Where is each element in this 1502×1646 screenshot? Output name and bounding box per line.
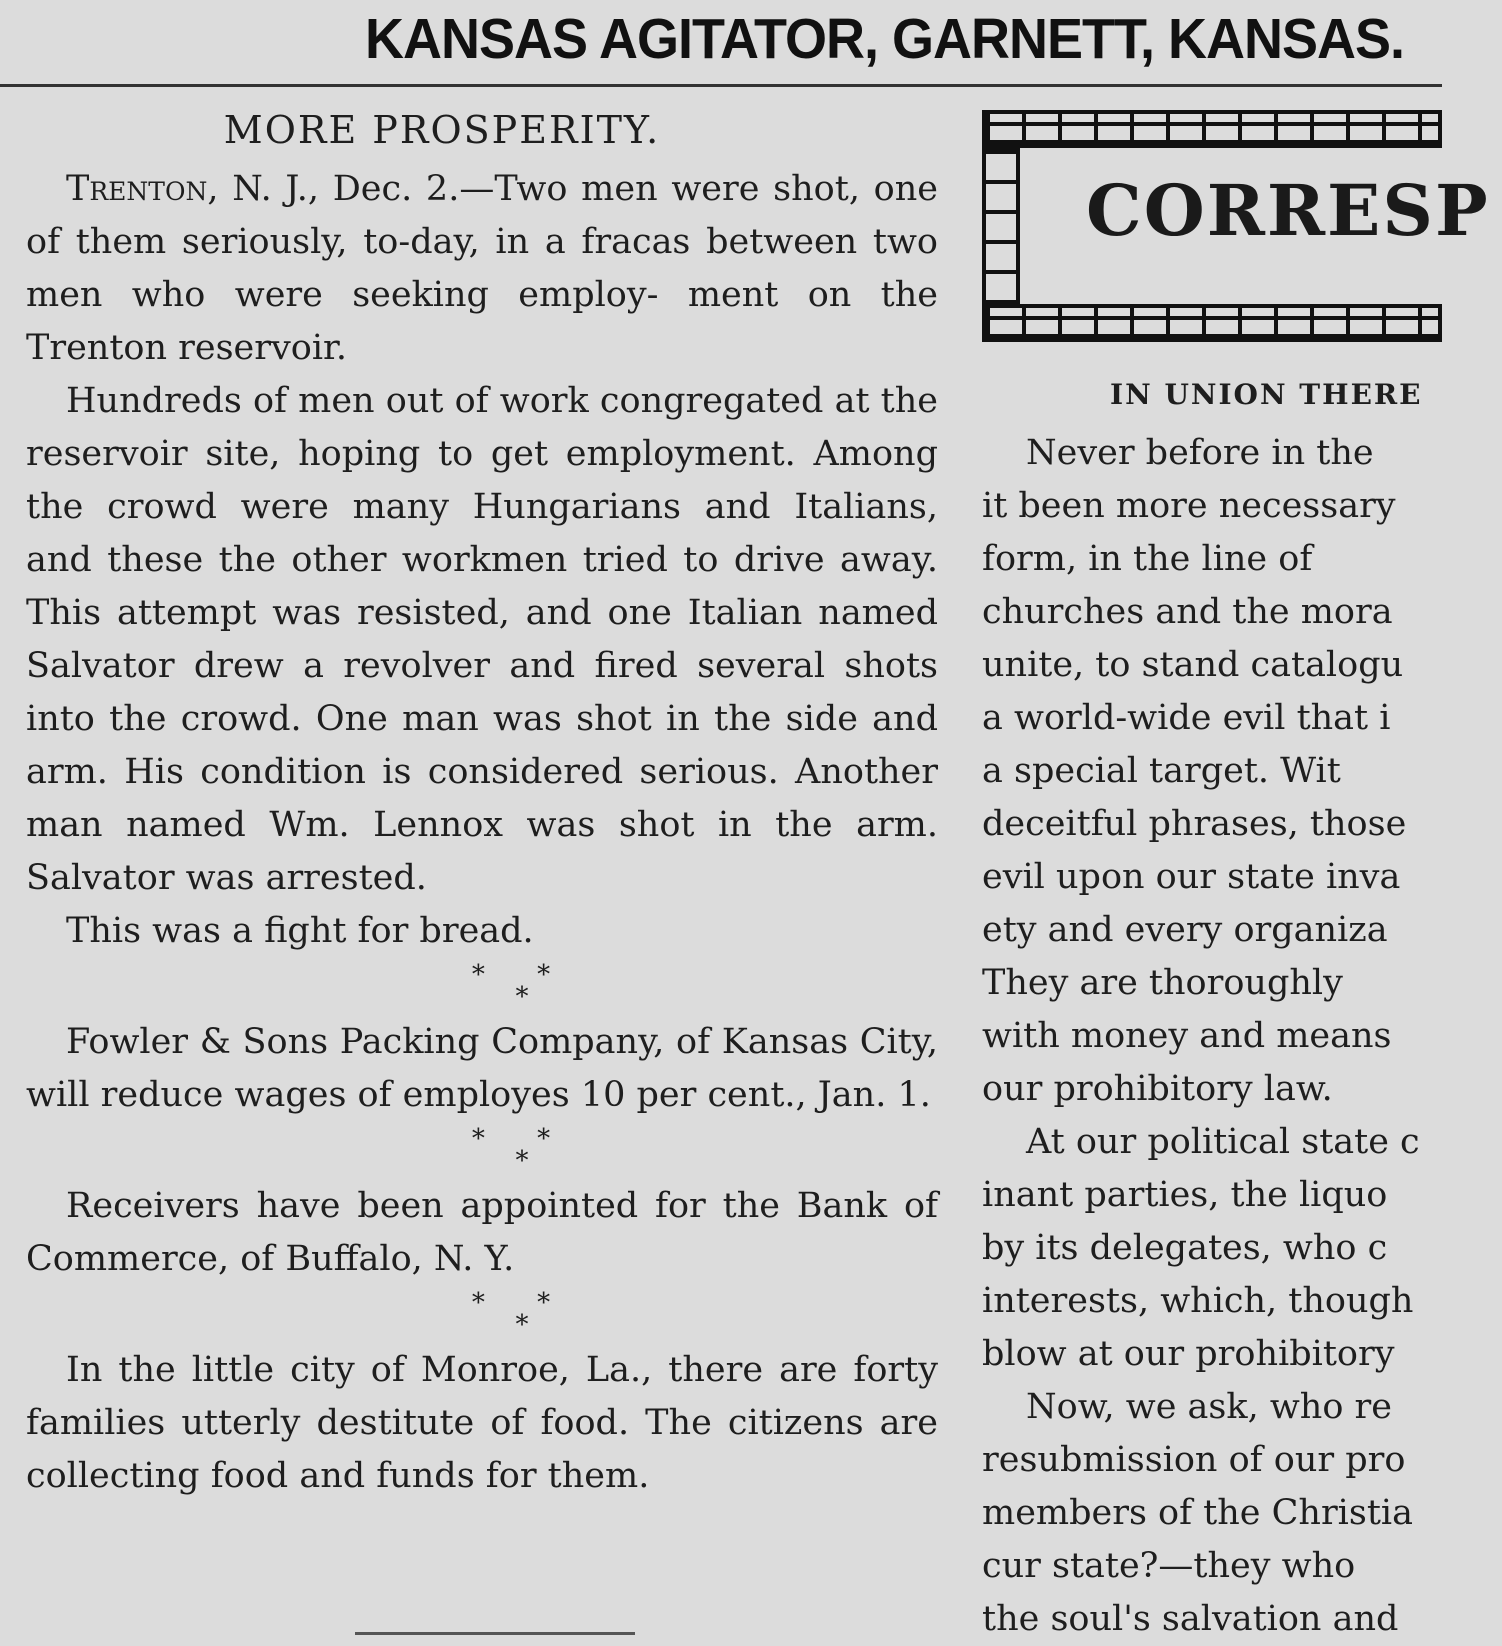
text-line: our prohibitory law. xyxy=(982,1069,1333,1109)
text-line: They are thoroughly xyxy=(982,963,1343,1003)
text-line: form, in the line of xyxy=(982,539,1313,579)
article-paragraph: Hundreds of men out of work congregated at the reservoir site, hoping to get employment. Among the crowd were many Hungarians and Italians, and these the other workmen tried to drive away. This attempt was resisted, and one Italian named Salvator drew a revolver and fired several shots into the crowd. One man was shot in the side and arm. His condition is considered serious. Another man named Wm. Lennox was shot in the arm. Salvator was arrested. xyxy=(26,381,938,898)
text-line: At our political state c xyxy=(1026,1122,1420,1162)
text-line: evil upon our state inva xyxy=(982,857,1401,897)
text-line: inant parties, the liquo xyxy=(982,1175,1388,1215)
right-column xyxy=(982,104,1502,1646)
dateline: Trenton xyxy=(66,169,208,209)
right-column-text xyxy=(982,427,1502,1646)
text-line: interests, which, though xyxy=(982,1281,1414,1321)
article-paragraph: In the little city of Monroe, La., there are forty families utterly destitute of food. The citizens are collecting food and funds for them. xyxy=(26,1350,938,1496)
paragraph-text: , N. J., Dec. 2.—Two men were shot, one of them seriously, to-day, in a fracas between two men who were seeking employ- ment on the Trenton reservoir. xyxy=(26,169,938,368)
text-line: cur state?—they who xyxy=(982,1546,1356,1586)
greek-key-border-top xyxy=(982,110,1442,148)
text-line: it been more necessary xyxy=(982,486,1396,526)
text-line: ety and every organiza xyxy=(982,910,1388,950)
asterism-divider: * * * xyxy=(471,960,573,1012)
greek-key-border-bottom xyxy=(982,304,1442,342)
left-column xyxy=(26,104,938,1503)
asterism-divider: * * * xyxy=(471,1124,573,1176)
column-end-rule xyxy=(355,1632,635,1635)
text-line: the soul's salvation and xyxy=(982,1599,1399,1639)
text-line: churches and the mora xyxy=(982,592,1393,632)
text-line: a special target. Wit xyxy=(982,751,1341,791)
article-paragraph: This was a fight for bread. xyxy=(66,911,534,951)
article-paragraph: Fowler & Sons Packing Company, of Kansas City, will reduce wages of employes 10 per cent., Jan. 1. xyxy=(26,1022,938,1115)
text-line: Never before in the xyxy=(1026,433,1374,473)
text-line: deceitful phrases, those xyxy=(982,804,1407,844)
subheading: IN UNION THERE xyxy=(1110,378,1423,411)
text-line: blow at our prohibitory xyxy=(982,1334,1395,1374)
text-line: Now, we ask, who re xyxy=(1026,1387,1392,1427)
text-line: resubmission of our pro xyxy=(982,1440,1406,1480)
headline: MORE PROSPERITY. xyxy=(223,108,661,152)
article-paragraph xyxy=(26,163,938,375)
text-line: a world-wide evil that i xyxy=(982,698,1391,738)
article-paragraph: Receivers have been appointed for the Bank of Commerce, of Buffalo, N. Y. xyxy=(26,1186,938,1279)
asterism-divider: * * * xyxy=(471,1288,573,1340)
ornamental-banner xyxy=(982,104,1502,354)
masthead-rule xyxy=(0,84,1442,87)
text-line: unite, to stand catalogu xyxy=(982,645,1404,685)
masthead: KANSAS AGITATOR, GARNETT, KANSAS. xyxy=(364,7,1404,71)
greek-key-border-side xyxy=(982,148,1020,308)
text-line: by its delegates, who c xyxy=(982,1228,1388,1268)
text-line: members of the Christia xyxy=(982,1493,1413,1533)
text-line: with money and means xyxy=(982,1016,1392,1056)
banner-title: CORRESP xyxy=(1086,169,1490,252)
